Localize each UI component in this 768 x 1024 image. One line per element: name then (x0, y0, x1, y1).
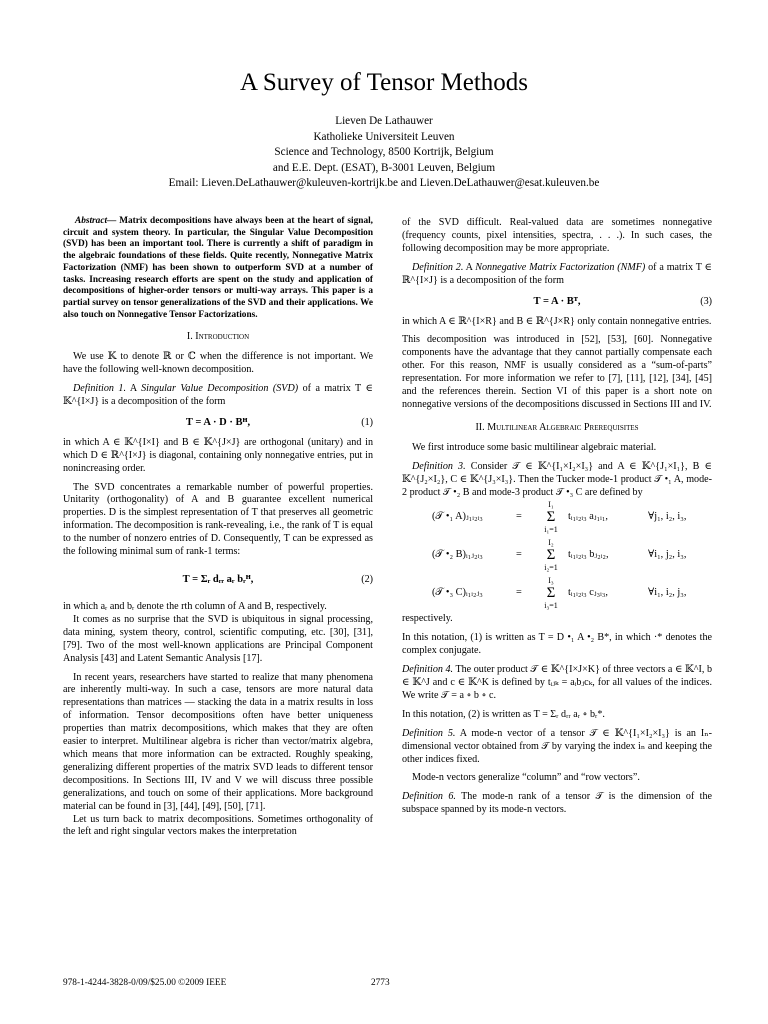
paragraph: respectively. (402, 613, 453, 625)
sum-upper: I₁ (548, 500, 554, 510)
definition-label: Definition 2. (412, 261, 464, 273)
equation-equals: = (516, 511, 522, 523)
mode-product-equation (402, 499, 712, 537)
equation-rhs: tᵢ₁ᵢ₂ᵢ₃ cⱼ₃ᵢ₃, (568, 587, 608, 599)
equation-equals: = (516, 587, 522, 599)
summation (540, 499, 562, 535)
equation-number: (3) (700, 295, 712, 307)
sum-upper: I₂ (548, 538, 554, 548)
definition-1 (63, 383, 373, 409)
definition-label: Definition 3. (412, 460, 466, 472)
definition-4 (402, 664, 712, 703)
sum-lower: i₂=1 (544, 563, 558, 573)
equation-quantifier: ∀i₁, i₂, j₃, (648, 587, 687, 599)
sum-lower: i₁=1 (544, 525, 558, 535)
page-number: 2773 (371, 978, 390, 988)
paragraph: in which A ∈ ℝ^{I×R} and B ∈ ℝ^{J×R} only contain nonnegative entries. (402, 315, 712, 327)
equation-3 (402, 291, 712, 313)
equation-2 (63, 562, 373, 598)
abstract-text: Matrix decompositions have always been at the heart of signal, circuit and system theory. In particular, the Singular Value Decomposition (SVD) has been an important tool. There is currently a shift of paradigm in the algebraic foundations of these fields. Quite recently, Nonnegative Matrix Factorization (NMF) has been shown to outperform SVD at a number of tasks. Increasing research efforts are spent on the study and application of decompositions of higher-order tensors or multi-way arrays. This paper is a partial survey on tensor generalizations of the SVD and their applications. We also touch on Nonnegative Tensor Factorizations. (63, 216, 373, 320)
definition-2 (402, 262, 712, 288)
section-heading-prerequisites: II. Multilinear Algebraic Prerequisites (475, 421, 639, 433)
paragraph: In this notation, (2) is written as T = Σᵣ dᵣᵣ aᵣ ∘ bᵣ*. (402, 708, 605, 720)
definition-text: A mode-n vector of a tensor 𝒯 ∈ 𝕂^{I₁×I₂×I₃} is an Iₙ-dimensional vector obtained from 𝒯 by varying the index iₙ and keeping the other indices fixed. (402, 727, 712, 765)
paragraph: We use 𝕂 to denote ℝ or ℂ when the difference is not important. We have the following well-known decomposition. (63, 351, 373, 376)
summation (540, 575, 562, 611)
author-block (0, 114, 768, 192)
definition-text: The outer product 𝒯 ∈ 𝕂^{I×J×K} of three vectors a ∈ 𝕂^I, b ∈ 𝕂^J and c ∈ 𝕂^K is defined by tᵢⱼₖ = aᵢbⱼcₖ, for all values of the indices. We write 𝒯 = a ∘ b ∘ c. (402, 664, 712, 701)
abstract (63, 216, 373, 321)
equation-body: T = A · Bᵀ, (533, 295, 581, 307)
equation-number: (1) (361, 416, 373, 428)
paragraph: of the SVD difficult. Real-valued data are sometimes nonnegative (frequency counts, pixel intensities, spectra, . . .). In such cases, the following decomposition may be more appropriate. (402, 217, 712, 254)
definition-label: Definition 6. (402, 791, 456, 803)
copyright-footer: 978-1-4244-3828-0/09/$25.00 ©2009 IEEE (63, 978, 227, 988)
definition-5 (402, 728, 712, 767)
right-column (402, 217, 712, 817)
definition-term: Nonnegative Matrix Factorization (NMF) (475, 261, 646, 273)
definition-text: A (129, 383, 137, 395)
equation-rhs: tᵢ₁ᵢ₂ᵢ₃ aⱼ₁ᵢ₁, (568, 511, 608, 523)
definition-label: Definition 1. (73, 383, 126, 395)
affiliation-line: Katholieke Universiteit Leuven (313, 130, 455, 143)
author-email: Email: Lieven.DeLathauwer@kuleuven-kortrijk.be and Lieven.DeLathauwer@esat.kuleuven.be (168, 177, 600, 189)
definition-text: of a matrix T ∈ ℝ^{I×J} is a decomposition of the form (402, 261, 713, 286)
paragraph: It comes as no surprise that the SVD is ubiquitous in signal processing, data mining, system theory, control, scientific computing, etc. [30], [31], [79]. Two of the most well-known applications are Principal Component Analysis [43] and Latent Semantic Analysis [17]. (63, 613, 373, 664)
abstract-label: Abstract— (75, 216, 117, 226)
sum-lower: i₃=1 (544, 601, 558, 611)
paragraph: in which A ∈ 𝕂^{I×I} and B ∈ 𝕂^{J×J} are orthogonal (unitary) and in which D ∈ ℝ^{I×J} is diagonal, containing only nonnegative entries, put in nonincreasing order. (63, 436, 373, 474)
affiliation-line: Science and Technology, 8500 Kortrijk, Belgium (274, 146, 494, 158)
equation-quantifier: ∀j₁, i₂, i₃, (648, 511, 687, 523)
equation-body: T = Σᵣ dᵣᵣ aᵣ bᵣᴴ, (182, 574, 254, 586)
equation-rhs: tᵢ₁ᵢ₂ᵢ₃ bⱼ₂ᵢ₂, (568, 549, 609, 561)
equation-lhs: (𝒯 •₂ B)ᵢ₁ⱼ₂ᵢ₃ (432, 549, 483, 561)
author-name: Lieven De Lathauwer (335, 115, 433, 127)
definition-text: of a matrix T ∈ 𝕂^{I×J} is a decomposition of the form (63, 383, 373, 407)
sigma-symbol: Σ (546, 585, 556, 602)
equation-lhs: (𝒯 •₁ A)ⱼ₁ᵢ₂ᵢ₃ (432, 511, 483, 523)
paragraph: Mode-n vectors generalize “column” and “row vectors”. (412, 772, 640, 784)
paragraph: The SVD concentrates a remarkable number of powerful properties. Unitarity (orthogonality) of A and B guarantee excellent numerical properties. D is the simplest representation of T that preserves all geometric information. The decomposition is rank-revealing, i.e., the rank of T is equal to the number of nonzero entries of D. Consequently, T can be expressed as the following minimal sum of rank-1 terms: (63, 481, 373, 558)
equation-number: (2) (361, 574, 373, 586)
paragraph: In recent years, researchers have started to realize that many phenomena are inherently multi-way. In such a case, tensors are more natural data representations than matrices — stacking the data in a matrix results in loss of information. Tensor decompositions often have better uniqueness properties than matrix decompositions, which makes that they are often easier to interpret. Multilinear algebra is richer than vector/matrix algebra, which means that more information can be extracted. Roughly speaking, generalizing different properties of the matrix SVD leads to different tensor decompositions. In Sections III, IV and V we will discuss three possible generalizations, and touch on some of their applications. More background material can be found in [3], [44], [49], [50], [71]. (63, 671, 373, 812)
mode-product-equation (402, 575, 712, 613)
summation (540, 537, 562, 573)
definition-text: Consider 𝒯 ∈ 𝕂^{I₁×I₂×I₃} and A ∈ 𝕂^{J₁×I₁}, B ∈ 𝕂^{J₂×I₂}, C ∈ 𝕂^{J₃×I₃}. Then the Tucker mode-1 product 𝒯 •₁ A, mode-2 product 𝒯 •₂ B and mode-3 product 𝒯 •₃ C are defined by (402, 460, 712, 498)
equation-quantifier: ∀i₁, j₂, i₃, (648, 549, 687, 561)
definition-term: Singular Value Decomposition (SVD) (141, 383, 299, 395)
paragraph: in which aᵣ and bᵣ denote the rth column of A and B, respectively. (63, 601, 327, 613)
sum-upper: I₃ (548, 576, 554, 586)
sigma-symbol: Σ (546, 509, 556, 526)
mode-product-equation (402, 537, 712, 575)
definition-text: The mode-n rank of a tensor 𝒯 is the dimension of the subspace spanned by its mode-n vectors. (402, 791, 713, 816)
equation-body: T = A · D · Bᴴ, (185, 416, 251, 428)
equation-equals: = (516, 549, 522, 561)
definition-text: A (465, 261, 473, 273)
equation-lhs: (𝒯 •₃ C)ᵢ₁ᵢ₂ⱼ₃ (432, 587, 483, 599)
paragraph: We first introduce some basic multilinear algebraic material. (412, 441, 657, 453)
paragraph: In this notation, (1) is written as T = D •₁ A •₂ B*, in which ·* denotes the complex conjugate. (402, 632, 712, 657)
affiliation-line: and E.E. Dept. (ESAT), B-3001 Leuven, Belgium (272, 161, 496, 174)
paragraph: Let us turn back to matrix decompositions. Sometimes orthogonality of the left and right singular vectors makes the interpretation (63, 813, 373, 838)
left-column (63, 216, 373, 839)
paper-title: A Survey of Tensor Methods (239, 69, 529, 96)
section-heading-introduction: I. Introduction (186, 331, 250, 343)
equation-1 (63, 412, 373, 434)
definition-label: Definition 4. (402, 664, 454, 676)
definition-6 (402, 791, 712, 817)
definition-3 (402, 461, 712, 500)
sigma-symbol: Σ (546, 547, 556, 564)
definition-label: Definition 5. (402, 727, 456, 739)
paragraph: This decomposition was introduced in [52], [53], [60]. Nonnegative components have the advantage that they cannot partially compensate each other. For this reason, NMF is usually considered as a “sum-of-parts” representation. For more information we refer to [7], [11], [12], [34], [45] and the references therein. Section VI of this paper is a short note on nonnegative versions of the decompositions discussed in Sections III and IV. (402, 334, 712, 410)
